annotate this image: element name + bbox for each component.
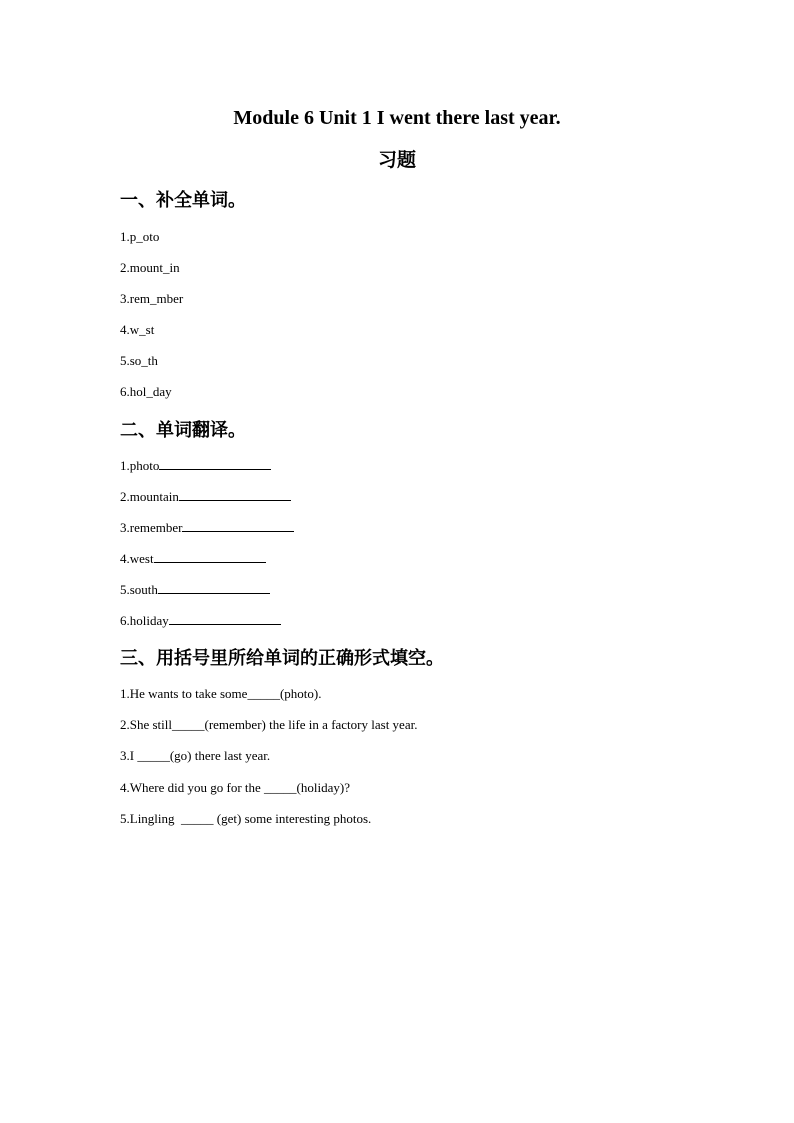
section-3-item-5: 5.Lingling _____ (get) some interesting photos.: [120, 811, 372, 826]
section-2-item-2: [120, 489, 291, 505]
answer-blank[interactable]: [159, 458, 271, 470]
section-1-item-3: 3.rem_mber: [120, 291, 184, 306]
section-1-heading: 一、补全单词。: [120, 190, 246, 211]
section-3-item-3: 3.I _____(go) there last year.: [120, 748, 271, 763]
section-2-item-2-label: 2.mountain: [120, 489, 179, 504]
document-subtitle: 习题: [377, 149, 416, 171]
section-2-heading: 二、单词翻译。: [120, 420, 246, 441]
answer-blank[interactable]: [179, 489, 291, 501]
section-2-item-3-label: 3.remember: [120, 520, 183, 535]
answer-blank[interactable]: [154, 551, 266, 563]
section-1-item-4: 4.w_st: [120, 322, 155, 337]
section-2-item-4: [120, 551, 266, 567]
section-1-item-1: 1.p_oto: [120, 229, 160, 244]
section-2-item-6: [120, 613, 281, 629]
section-3-item-2: 2.She still_____(remember) the life in a factory last year.: [120, 717, 418, 732]
answer-blank[interactable]: [169, 613, 281, 625]
section-2-item-1-label: 1.photo: [120, 458, 160, 473]
section-2-item-1: [120, 458, 271, 474]
section-3-heading: 三、用括号里所给单词的正确形式填空。: [120, 648, 444, 669]
section-1-item-5: 5.so_th: [120, 353, 158, 368]
section-3-item-1: 1.He wants to take some_____(photo).: [120, 686, 322, 701]
section-2-item-5-label: 5.south: [120, 582, 158, 597]
document-title: Module 6 Unit 1 I went there last year.: [233, 107, 561, 129]
section-1-item-2: 2.mount_in: [120, 260, 180, 275]
answer-blank[interactable]: [182, 520, 294, 532]
section-2-item-5: [120, 582, 270, 598]
section-2-item-4-label: 4.west: [120, 551, 154, 566]
section-2-item-6-label: 6.holiday: [120, 613, 169, 628]
section-2-item-3: [120, 520, 294, 536]
section-3-item-4: 4.Where did you go for the _____(holiday)?: [120, 780, 350, 795]
section-1-item-6: 6.hol_day: [120, 384, 172, 399]
answer-blank[interactable]: [158, 582, 270, 594]
